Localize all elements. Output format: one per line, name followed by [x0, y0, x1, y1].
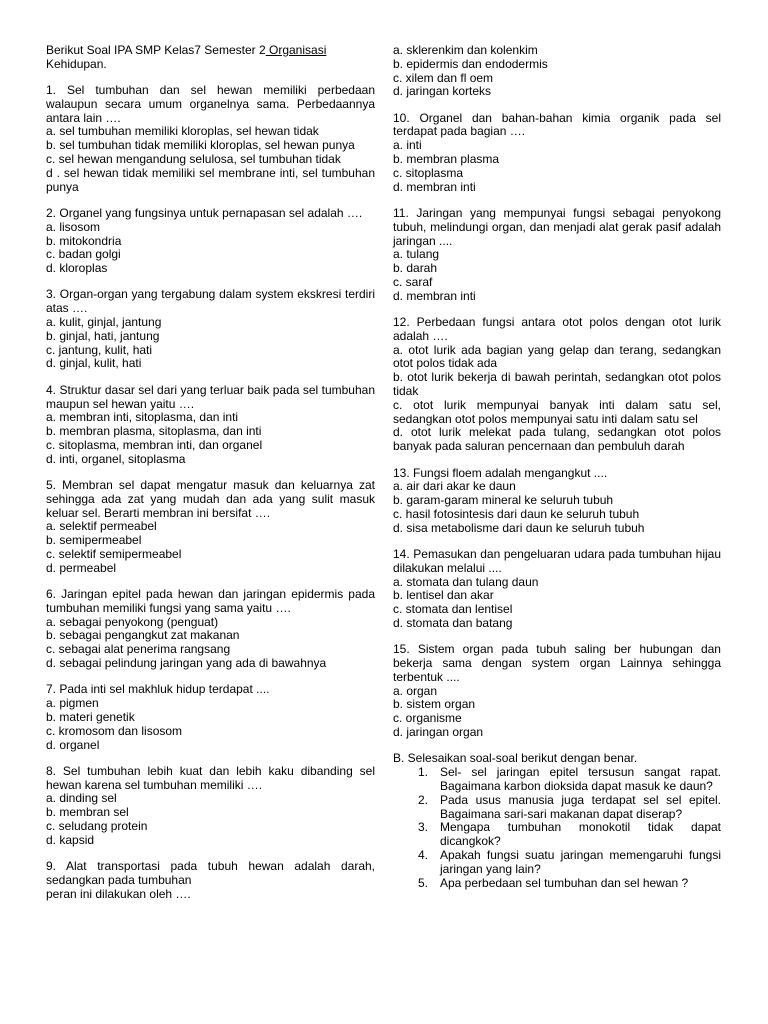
intro-text: Berikut Soal IPA SMP Kelas7 Semester 2 [46, 43, 266, 57]
answer-option: a. stomata dan tulang daun [393, 574, 539, 589]
question-11 [393, 207, 721, 304]
question-text: Struktur dasar sel dari yang terluar baik pada sel tumbuhan maupun sel hewan yaitu …. [46, 382, 375, 411]
answer-option: b. sebagai pengangkut zat makanan [46, 628, 240, 643]
question-stem [46, 479, 375, 520]
question-number: 12. [393, 315, 410, 330]
question-stem [46, 288, 375, 316]
answer-option: d. ginjal, kulit, hati [46, 356, 142, 371]
answer-option: d. kapsid [46, 832, 95, 847]
answer-option: b. membran plasma, sitoplasma, dan inti [46, 424, 262, 439]
essay-question: 4. Apakah fungsi suatu jaringan memengaruhi fungsi jaringan yang lain? [438, 849, 721, 877]
question-number: 10. [393, 110, 410, 125]
answer-option: c. xilem dan fl oem [393, 70, 494, 85]
answer-option: c. otot lurik mempunyai banyak inti dalam satu sel, sedangkan otot polos mempunyai satu inti dalam satu sel [393, 397, 721, 426]
question-7 [46, 683, 375, 752]
question-10 [393, 112, 721, 195]
question-3 [46, 288, 375, 371]
question-1 [46, 84, 375, 194]
essay-question: 1. Sel- sel jaringan epitel tersusun sangat rapat. Bagaimana karbon dioksida dapat masuk ke daun? [438, 766, 721, 794]
question-stem [46, 588, 375, 616]
answer-option: b. materi genetik [46, 709, 135, 724]
answer-option: b. garam-garam mineral ke seluruh tubuh [393, 493, 614, 508]
section-b-heading: B. Selesaikan soal-soal berikut dengan benar. [393, 751, 638, 766]
question-text: Jaringan yang mempunyai fungsi sebagai penyokong tubuh, melindungi organ, dan menjadi alat gerak pasif adalah jaringan .... [393, 205, 721, 248]
question-number: 13. [393, 465, 410, 480]
question-number: 4. [46, 382, 57, 397]
essay-question: 2. Pada usus manusia juga terdapat sel sel epitel. Bagaimana sari-sari makanan dapat diserap? [438, 794, 721, 822]
answer-option: d. organel [46, 737, 100, 752]
intro-topic: Organisasi [265, 43, 327, 57]
intro-topic-continued: Kehidupan. [46, 56, 107, 71]
answer-option: b. membran sel [46, 805, 129, 820]
answer-option: a. membran inti, sitoplasma, dan inti [46, 410, 239, 425]
answer-option: a. kulit, ginjal, jantung [46, 315, 162, 330]
question-6 [46, 588, 375, 671]
question-stem [46, 384, 375, 412]
question-text: Jaringan epitel pada hewan dan jaringan epidermis pada tumbuhan memiliki fungsi yang sama yaitu …. [46, 587, 376, 615]
answer-option: a. air dari akar ke daun [393, 479, 516, 494]
question-stem [393, 467, 721, 481]
question-number: 15. [393, 642, 410, 657]
answer-option: d. kloroplas [46, 261, 108, 276]
question-text: Membran sel dapat mengatur masuk dan keluarnya zat sehingga ada zat yang mudah dan ada yang sulit masuk keluar sel. Berarti membran ini bersifat …. [46, 478, 375, 520]
answer-option: d. stomata dan batang [393, 615, 513, 630]
question-text-cont: peran ini dilakukan oleh …. [46, 886, 191, 901]
answer-option: c. saraf [393, 274, 433, 289]
question-9-options [393, 44, 721, 99]
answer-option: b. darah [393, 261, 438, 276]
answer-option: a. sebagai penyokong (penguat) [46, 614, 219, 629]
question-13 [393, 467, 721, 536]
answer-option: c. jantung, kulit, hati [46, 342, 153, 357]
answer-option: c. organisme [393, 711, 462, 726]
question-stem [46, 84, 375, 125]
question-stem [46, 207, 375, 221]
answer-option: c. stomata dan lentisel [393, 602, 513, 617]
essay-question: 3. Mengapa tumbuhan monokotil tidak dapat dicangkok? [438, 821, 721, 849]
answer-option: b. mitokondria [46, 233, 122, 248]
question-12 [393, 316, 721, 454]
answer-option: d. jaringan korteks [393, 84, 492, 99]
question-number: 1. [46, 83, 57, 98]
answer-option: b. sel tumbuhan tidak memiliki kloroplas, sel hewan punya [46, 138, 355, 153]
question-15 [393, 643, 721, 740]
answer-option: c. sitoplasma, membran inti, dan organel [46, 437, 263, 452]
answer-option: a. otot lurik ada bagian yang gelap dan terang, sedangkan otot polos tidak ada [393, 342, 721, 371]
answer-option: c. sel hewan mengandung selulosa, sel tumbuhan tidak [46, 152, 341, 167]
left-column [46, 44, 375, 914]
question-number: 5. [46, 478, 57, 493]
answer-option: b. epidermis dan endodermis [393, 56, 548, 71]
answer-option: a. tulang [393, 247, 440, 262]
question-stem [46, 765, 375, 793]
answer-option: c. selektif semipermeabel [46, 547, 182, 561]
answer-option: d . sel hewan tidak memiliki sel membrane inti, sel tumbuhan punya [46, 165, 375, 194]
answer-option: d. jaringan organ [393, 725, 484, 740]
question-number: 9. [46, 859, 57, 874]
answer-option: a. sklerenkim dan kolenkim [393, 43, 538, 57]
answer-option: a. selektif permeabel [46, 519, 157, 534]
answer-option: b. ginjal, hati, jantung [46, 328, 160, 343]
answer-option: a. inti [393, 138, 422, 153]
question-stem [393, 548, 721, 576]
answer-option: b. semipermeabel [46, 533, 142, 548]
answer-option: d. sisa metabolisme dari daun ke seluruh tubuh [393, 520, 645, 535]
question-text: Alat transportasi pada tubuh hewan adalah darah, sedangkan pada tumbuhan [46, 859, 376, 887]
question-number: 6. [46, 587, 57, 602]
document-intro [46, 44, 375, 72]
question-text: Sistem organ pada tubuh saling ber hubungan dan bekerja sama dengan system organ Lainnya sehingga terbentuk .... [393, 642, 721, 684]
answer-option: d. permeabel [46, 560, 117, 575]
answer-option: a. lisosom [46, 219, 101, 234]
answer-option: d. membran inti [393, 179, 476, 194]
question-9 [46, 860, 375, 901]
question-number: 11. [393, 205, 409, 220]
answer-option: c. seludang protein [46, 819, 148, 834]
answer-option: c. kromosom dan lisosom [46, 723, 183, 738]
question-text: Sel tumbuhan dan sel hewan memiliki perbedaan walaupun secara umum organelnya sama. Perbedaannya antara lain …. [46, 83, 375, 125]
answer-option: a. dinding sel [46, 791, 117, 806]
question-text: Perbedaan fungsi antara otot polos dengan otot lurik adalah …. [393, 315, 721, 343]
answer-option: a. pigmen [46, 696, 99, 711]
answer-option: d. inti, organel, sitoplasma [46, 451, 186, 466]
question-text: Pemasukan dan pengeluaran udara pada tumbuhan hijau dilakukan melalui .... [393, 547, 722, 575]
answer-option: a. sel tumbuhan memiliki kloroplas, sel hewan tidak [46, 124, 319, 139]
question-text: Fungsi floem adalah mengangkut .... [413, 465, 608, 480]
question-14 [393, 548, 721, 631]
question-number: 2. [46, 205, 57, 220]
essay-question: 5. Apa perbedaan sel tumbuhan dan sel hewan ? [438, 877, 721, 891]
question-stem [393, 207, 721, 248]
section-b [393, 752, 721, 890]
answer-option: b. otot lurik bekerja di bawah perintah, sedangkan otot polos tidak [393, 370, 721, 399]
question-number: 7. [46, 682, 57, 697]
answer-option: c. sitoplasma [393, 165, 464, 180]
question-stem [393, 112, 721, 140]
question-5 [46, 479, 375, 576]
question-stem [46, 683, 375, 697]
answer-option: c. badan golgi [46, 247, 121, 262]
question-stem [393, 643, 721, 684]
right-column [393, 44, 721, 903]
question-text: Organ-organ yang tergabung dalam system ekskresi terdiri atas …. [46, 287, 375, 316]
questions-left [46, 84, 375, 901]
question-4 [46, 384, 375, 467]
question-number: 8. [46, 763, 57, 778]
answer-option: d. sebagai pelindung jaringan yang ada di bawahnya [46, 656, 327, 671]
answer-option: b. sistem organ [393, 697, 476, 712]
question-text: Organel dan bahan-bahan kimia organik pada sel terdapat pada bagian …. [393, 110, 721, 139]
answer-option: d. otot lurik melekat pada tulang, sedangkan otot polos banyak pada saluran pencernaan dan pembuluh darah [393, 425, 721, 454]
question-text: Sel tumbuhan lebih kuat dan lebih kaku dibanding sel hewan karena sel tumbuhan memiliki …. [46, 763, 375, 792]
answer-option: d. membran inti [393, 288, 476, 303]
question-stem [393, 316, 721, 344]
answer-option: b. lentisel dan akar [393, 588, 494, 603]
answer-option: c. sebagai alat penerima rangsang [46, 642, 231, 657]
questions-right [393, 44, 721, 740]
question-number: 3. [46, 287, 57, 302]
question-8 [46, 765, 375, 848]
question-number: 14. [393, 547, 410, 561]
question-text: Pada inti sel makhluk hidup terdapat .... [59, 682, 270, 697]
question-9-stem [46, 860, 375, 888]
answer-option: a. organ [393, 683, 438, 698]
answer-option: b. membran plasma [393, 152, 500, 167]
answer-option: c. hasil fotosintesis dari daun ke seluruh tubuh [393, 506, 640, 521]
question-2 [46, 207, 375, 276]
essay-list [393, 766, 721, 890]
question-text: Organel yang fungsinya untuk pernapasan sel adalah …. [59, 205, 363, 220]
